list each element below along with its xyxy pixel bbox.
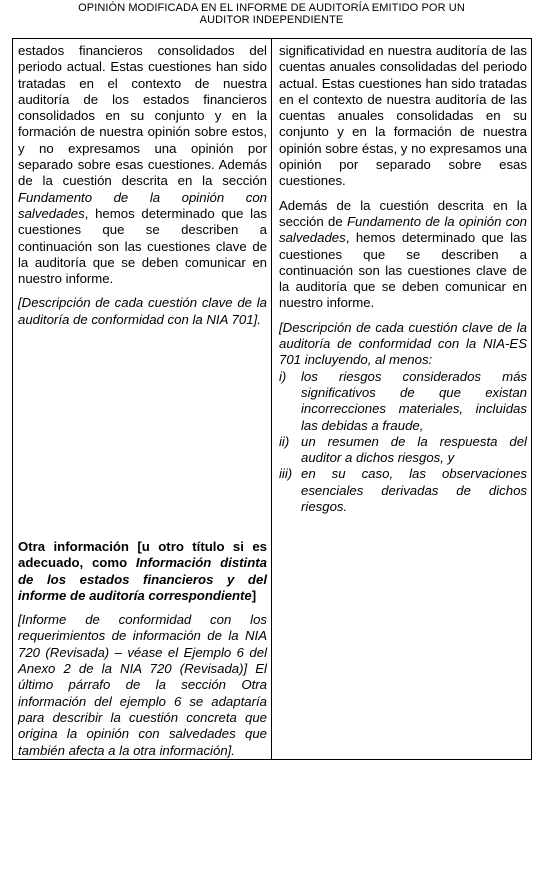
right-placeholder-intro-text: [Descripción de cada cuestión clave de la auditoría de conformidad con la NIA-ES 701 incluyendo, al menos:: [279, 319, 527, 368]
left-placeholder-1: [18, 295, 267, 328]
left-column-top: [18, 43, 267, 328]
left-paragraph-1-end: , hemos determinado que las cuestiones que se describen a continuación son las cuestiones clave de la auditoría que se deben comunicar en nuestro informe.: [18, 205, 267, 287]
column-divider: [271, 39, 272, 759]
left-paragraph-1: [18, 43, 267, 287]
list-item: [279, 369, 527, 434]
risk-list: [279, 369, 527, 516]
header-line-2: AUDITOR INDEPENDIENTE: [199, 14, 344, 26]
header-line-1: OPINIÓN MODIFICADA EN EL INFORME DE AUDITORÍA EMITIDO POR UN: [78, 2, 465, 14]
right-paragraph-2-text: Además de la cuestión descrita en la sección de: [279, 197, 527, 229]
list-item-text: en su caso, las observaciones esenciales derivadas de dichos riesgos.: [301, 466, 527, 515]
list-item: [279, 466, 527, 515]
right-column: [279, 43, 527, 515]
left-paragraph-1-italic: Fundamento de la opinión con salvedades: [18, 189, 267, 221]
list-marker: iii): [279, 466, 293, 482]
list-item-text: los riesgos considerados más significativos de que existan incorrecciones materiales, incluidas las debidas a fraude,: [301, 368, 527, 433]
list-marker: ii): [279, 433, 290, 449]
right-paragraph-2-end: , hemos determinado que las cuestiones que se describen a continuación son las cuestiones clave de la auditoría que se deben comunicar en nuestro informe.: [279, 230, 527, 311]
left-paragraph-1-text: estados financieros consolidados del periodo actual. Estas cuestiones han sido tratadas en el contexto de nuestra auditoría de los estados financieros consolidados en su conjunto y en la formación de nuestra opinión sobre estos, y no expresamos una opinión por separado sobre esas cuestiones. Además de la cuestión descrita en la sección: [18, 43, 267, 189]
left-column-bottom: [18, 539, 267, 759]
right-paragraph-2: [279, 198, 527, 312]
other-information-heading-italic: Información distinta de los estados financieros y del informe de auditoría correspondiente: [18, 555, 267, 603]
list-item: [279, 434, 527, 467]
comparison-table: [12, 38, 532, 760]
other-information-heading: [18, 539, 267, 604]
page-header: [0, 2, 543, 26]
right-placeholder-intro: [279, 320, 527, 369]
other-information-heading-end: ]: [251, 587, 257, 603]
left-placeholder-2: [18, 612, 267, 759]
left-placeholder-1-text: [Descripción de cada cuestión clave de la auditoría de conformidad con la NIA 701].: [18, 295, 267, 327]
other-information-heading-text: Otra información [u otro título si es adecuado, como: [18, 539, 267, 571]
right-paragraph-2-italic: Fundamento de la opinión con salvedades: [279, 213, 527, 246]
list-marker: i): [279, 368, 287, 384]
left-placeholder-2-text: [Informe de conformidad con los requerimientos de información de la NIA 720 (Revisada) – véase el Ejemplo 6 del Anexo 2 de la NIA 720 (Revisada)] El último párrafo de la sección Otra información del ejemplo 6 se adaptaría para describir la cuestión concreta que origina la opinión con salvedades que también afecta a la otra información].: [18, 612, 267, 758]
right-paragraph-1: significatividad en nuestra auditoría de las cuentas anuales consolidadas del periodo actual. Estas cuestiones han sido tratadas en el contexto de nuestra auditoría de las cuentas anuales consolidadas en su conjunto y en la formación de nuestra opinión sobre éstas, y no expresamos una opinión por separado sobre esas cuestiones.: [279, 43, 527, 189]
list-item-text: un resumen de la respuesta del auditor a dichos riesgos, y: [301, 433, 527, 466]
